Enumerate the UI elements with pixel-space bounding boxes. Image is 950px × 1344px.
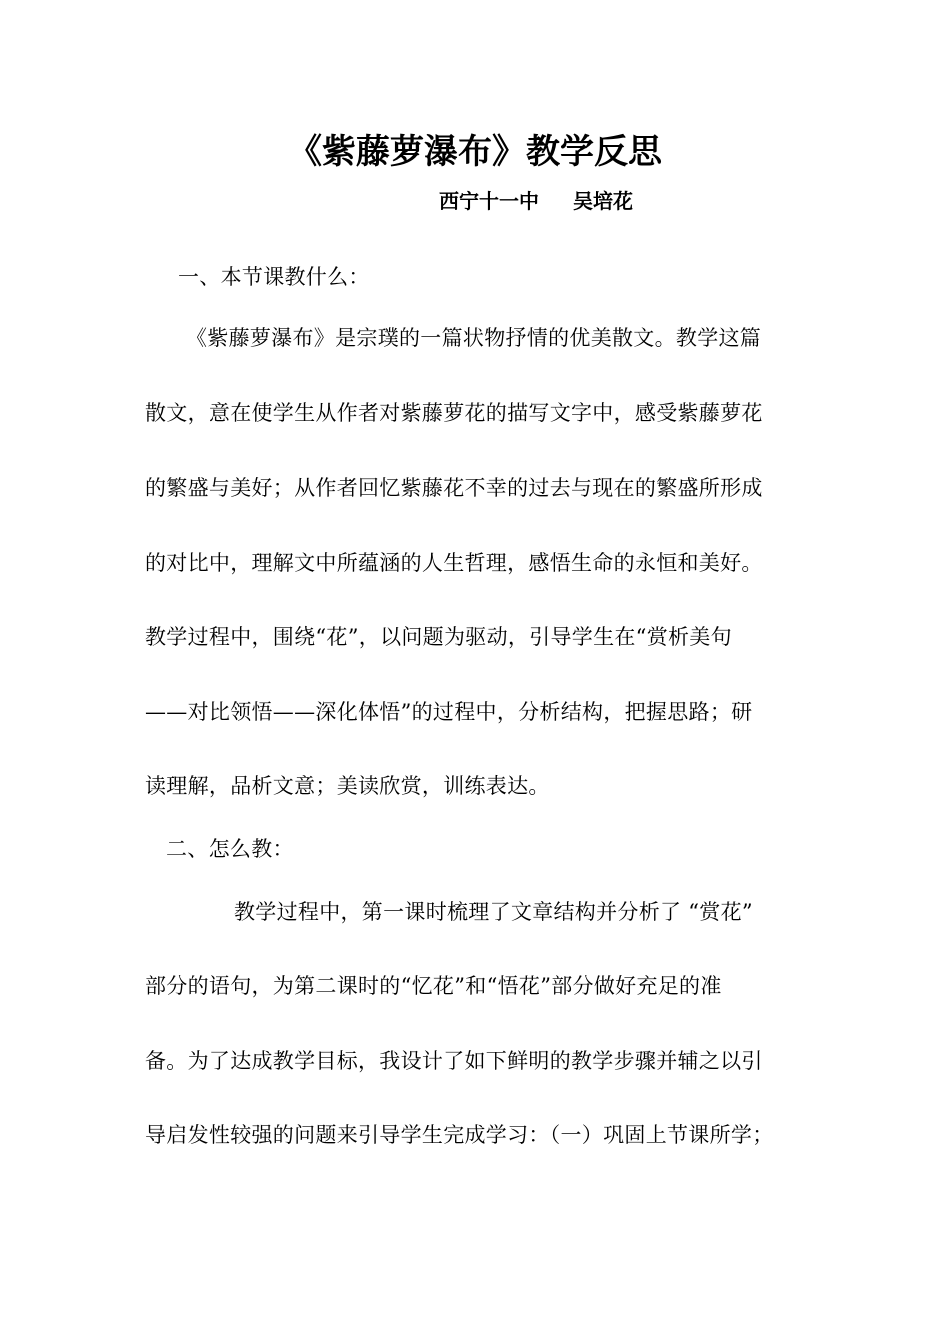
paragraph-line: 教学过程中，围绕“花”，以问题为驱动，引导学生在“赏析美句	[145, 625, 732, 649]
author-byline	[439, 186, 633, 216]
paragraph-line: 散文，意在使学生从作者对紫藤萝花的描写文字中，感受紫藤萝花	[145, 401, 763, 425]
paragraph-line: 的对比中，理解文中所蕴涵的人生哲理，感悟生命的永恒和美好。	[145, 551, 763, 575]
paragraph-line: 的繁盛与美好；从作者回忆紫藤花不幸的过去与现在的繁盛所形成	[145, 476, 763, 500]
paragraph-line: 《紫藤萝瀑布》是宗璞的一篇状物抒情的优美散文。教学这篇	[186, 326, 762, 350]
section-heading-2: 二、怎么教：	[166, 837, 294, 861]
paragraph-line: 导启发性较强的问题来引导学生完成学习：（一）巩固上节课所学；	[145, 1123, 774, 1147]
author-name: 吴培花	[573, 189, 633, 213]
paragraph-line: 部分的语句，为第二课时的“忆花”和“悟花”部分做好充足的准	[145, 974, 722, 998]
paragraph-line: 读理解，品析文意；美读欣赏，训练表达。	[145, 774, 550, 798]
section-heading-1: 一、本节课教什么：	[178, 265, 370, 289]
document-title: 《紫藤萝瀑布》教学反思	[288, 132, 662, 172]
paragraph-line: ——对比领悟——深化体悟”的过程中，分析结构，把握思路；研	[145, 700, 753, 724]
paragraph-line: 备。为了达成教学目标，我设计了如下鲜明的教学步骤并辅之以引	[145, 1049, 763, 1073]
school-name: 西宁十一中	[439, 189, 539, 213]
paragraph-line: 教学过程中，第一课时梳理了文章结构并分析了 “赏花”	[234, 900, 753, 924]
